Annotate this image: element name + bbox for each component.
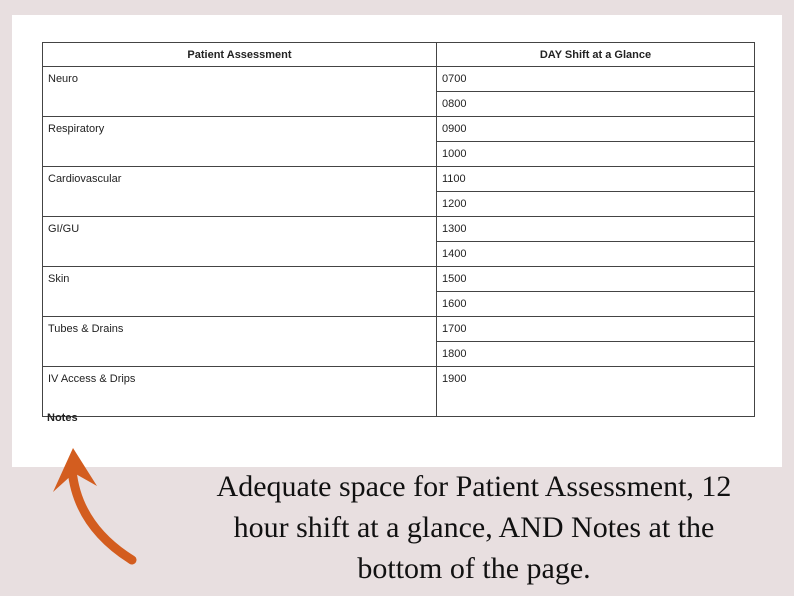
caption-line: hour shift at a glance, AND Notes at the — [233, 511, 715, 544]
section-cardiovascular: Cardiovascular — [43, 167, 437, 217]
time-slot: 1000 — [437, 142, 755, 167]
time-slot: 1700 — [437, 317, 755, 342]
time-slot: 1300 — [437, 217, 755, 242]
section-gi-gu: GI/GU — [43, 217, 437, 267]
table-header-row — [43, 43, 755, 67]
time-slot: 1500 — [437, 267, 755, 292]
caption-line: bottom of the page. — [357, 552, 591, 585]
table-row — [43, 117, 755, 142]
curved-up-arrow-icon — [40, 440, 140, 570]
time-slot: 1600 — [437, 292, 755, 317]
time-slot: 0800 — [437, 92, 755, 117]
section-respiratory: Respiratory — [43, 117, 437, 167]
assessment-table — [42, 42, 755, 417]
section-iv-access: IV Access & Drips — [43, 367, 437, 417]
time-slot: 0900 — [437, 117, 755, 142]
time-slot: 1200 — [437, 192, 755, 217]
notes-label: Notes — [47, 412, 78, 424]
time-slot: 1800 — [437, 342, 755, 367]
time-slot: 1400 — [437, 242, 755, 267]
header-patient-assessment: Patient Assessment — [43, 43, 437, 67]
planner-sheet — [12, 15, 782, 467]
caption-line: Adequate space for Patient Assessment, 12 — [216, 470, 732, 503]
section-skin: Skin — [43, 267, 437, 317]
table-row — [43, 217, 755, 242]
time-slot: 1900 — [437, 367, 755, 417]
time-slot: 0700 — [437, 67, 755, 92]
table-row — [43, 267, 755, 292]
table-row — [43, 167, 755, 192]
table-row — [43, 67, 755, 92]
section-neuro: Neuro — [43, 67, 437, 117]
table-row — [43, 367, 755, 417]
table-row — [43, 317, 755, 342]
header-day-shift: DAY Shift at a Glance — [437, 43, 755, 67]
section-tubes-drains: Tubes & Drains — [43, 317, 437, 367]
time-slot: 1100 — [437, 167, 755, 192]
caption-text — [150, 466, 794, 589]
